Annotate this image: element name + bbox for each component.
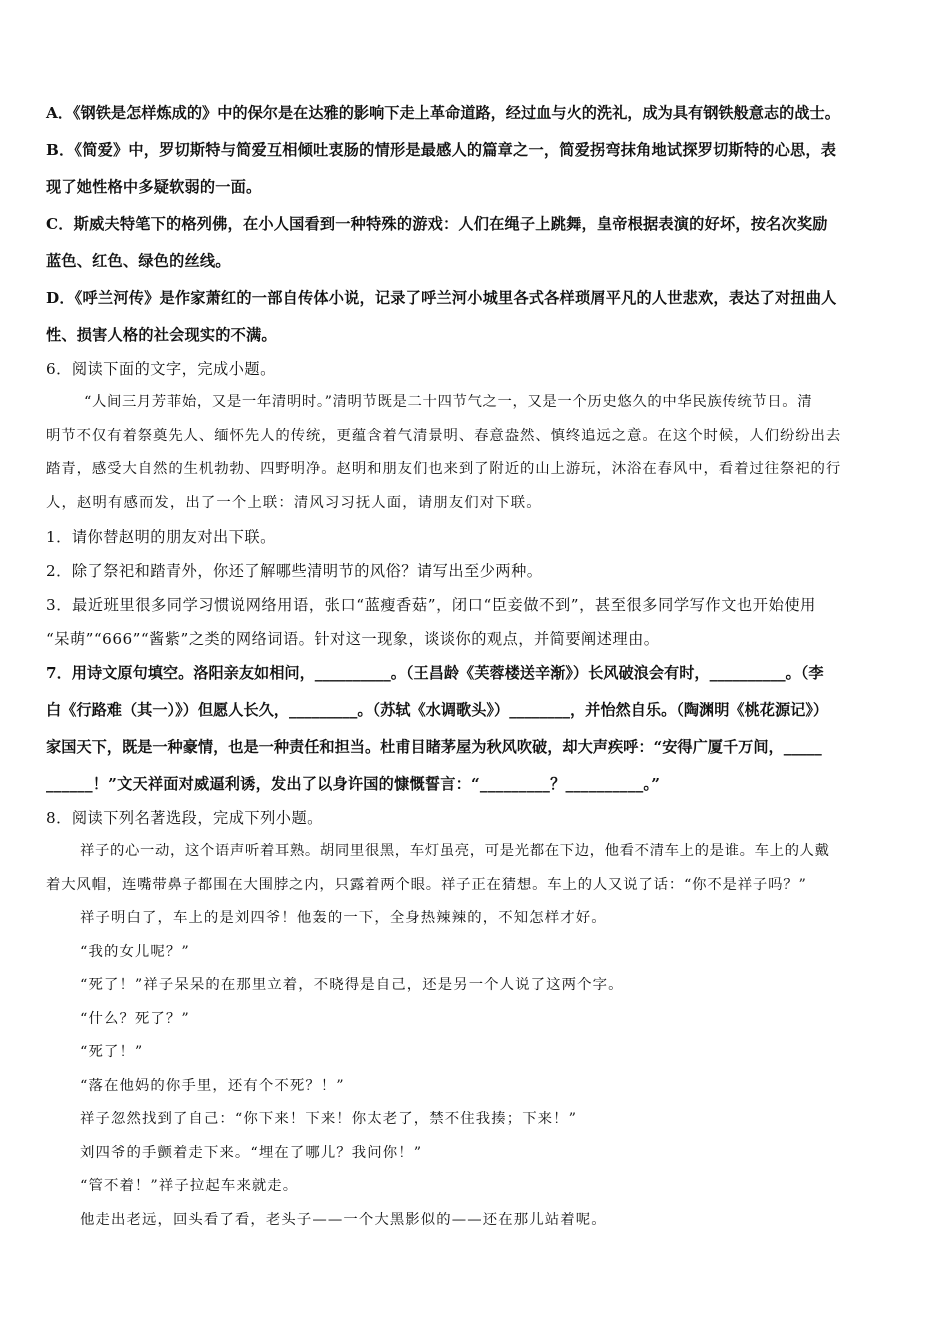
q6-heading: 6．阅读下面的文字，完成小题。 [46, 360, 276, 378]
q8-dialogue-line: “落在他妈的你手里，还有个不死？！” [80, 1077, 345, 1094]
q8-dialogue-line: “我的女儿呢？” [80, 943, 190, 960]
option-d-cont: 性、损害人格的社会现实的不满。 [46, 326, 277, 344]
option-b: B．《简爱》中，罗切斯特与简爱互相倾吐衷肠的情形是最感人的篇章之一，简爱拐弯抹角地试探罗切斯特的心思，表 [46, 141, 837, 159]
option-a: A．《钢铁是怎样炼成的》中的保尔是在达雅的影响下走上革命道路，经过血与火的洗礼，成为具有钢铁般意志的战士。 [46, 104, 840, 122]
question-8 [46, 801, 912, 1237]
exam-page [46, 96, 912, 1237]
q6-passage-line: 踏青，感受大自然的生机勃勃、四野明净。赵明和朋友们也来到了附近的山上游玩，沐浴在春风中，看着过往祭祀的行 [46, 461, 842, 477]
q6-passage-line: 人，赵明有感而发，出了一个上联：清风习习抚人面，请朋友们对下联。 [46, 494, 542, 511]
option-c: C．斯威夫特笔下的格列佛，在小人国看到一种特殊的游戏：人们在绳子上跳舞，皇帝根据表演的好坏，按名次奖励 [46, 215, 828, 233]
q8-heading: 8．阅读下列名著选段，完成下列小题。 [46, 809, 323, 827]
q6-subquestion-3-cont: “呆萌”“666”“酱紫”之类的网络词语。针对这一现象，谈谈你的观点，并简要阐述理由。 [46, 630, 660, 648]
q8-dialogue-line: 祥子明白了，车上的是刘四爷！他轰的一下，全身热辣辣的，不知怎样才好。 [80, 910, 607, 926]
q8-dialogue-line: “什么？死了？” [80, 1010, 190, 1027]
q7-line: 白《行路难（其一）》）但愿人长久，_________。（苏轼《水调歌头》）________，并怡然自乐。（陶渊明《桃花源记》） [46, 701, 829, 719]
q8-dialogue-line: 他走出老远，回头看了看，老头子——一个大黑影似的——还在那儿站着呢。 [80, 1211, 607, 1228]
q6-subquestion-2: 2．除了祭祀和踏青外，你还了解哪些清明节的风俗？请写出至少两种。 [46, 562, 543, 580]
q6-subquestion-3: 3．最近班里很多同学习惯说网络用语，张口“蓝瘦香菇”，闭口“臣妾做不到”，甚至很多同学写作文也开始使用 [46, 596, 816, 614]
q8-dialogue-line: “管不着！”祥子拉起车来就走。 [80, 1178, 299, 1194]
q6-subquestion-1: 1．请你替赵明的朋友对出下联。 [46, 528, 276, 546]
q8-dialogue-line: 刘四爷的手颤着走下来。“埋在了哪儿？我问你！” [80, 1144, 423, 1161]
q5-options [46, 96, 912, 352]
q6-passage-line: 明节不仅有着祭奠先人、缅怀先人的传统，更蕴含着气清景明、春意盎然、慎终追远之意。在这个时候，人们纷纷出去 [46, 427, 842, 444]
q7-line: ______！”文天祥面对威逼利诱，发出了以身许国的慷慨誓言：“_________？__________。” [46, 775, 661, 793]
q8-passage-line: 祥子的心一动，这个语声听着耳熟。胡同里很黑，车灯虽亮，可是光都在下边，他看不清车上的是谁。车上的人戴 [80, 843, 830, 859]
option-b-cont: 现了她性格中多疑软弱的一面。 [46, 178, 262, 196]
q7-line: 家国天下，既是一种豪情，也是一种责任和担当。杜甫目睹茅屋为秋风吹破，却大声疾呼：“安得广厦千万间，_____ [46, 738, 822, 756]
question-7 [46, 656, 912, 801]
q8-dialogue-line: 祥子忽然找到了自己：“你下来！下来！你太老了，禁不住我揍；下来！” [80, 1111, 578, 1127]
q8-dialogue-line: “死了！” [80, 1044, 144, 1060]
q6-passage-line: “人间三月芳菲始，又是一年清明时。”清明节既是二十四节气之一，又是一个历史悠久的中华民族传统节日。清 [84, 394, 813, 410]
q7-line: 7．用诗文原句填空。洛阳亲友如相问，__________。（王昌龄《芙蓉楼送辛渐》）长风破浪会有时，__________。（李 [46, 664, 824, 682]
q8-dialogue-line: “死了！”祥子呆呆的在那里立着，不晓得是自己，还是另一个人说了这两个字。 [80, 977, 624, 993]
q8-passage-line: 着大风帽，连嘴带鼻子都围在大围脖之内，只露着两个眼。祥子正在猜想。车上的人又说了话：“你不是祥子吗？” [46, 876, 807, 893]
option-c-cont: 蓝色、红色、绿色的丝线。 [46, 252, 231, 270]
question-6 [46, 352, 912, 656]
option-d: D．《呼兰河传》是作家萧红的一部自传体小说，记录了呼兰河小城里各式各样琐屑平凡的人世悲欢，表达了对扭曲人 [46, 289, 837, 307]
